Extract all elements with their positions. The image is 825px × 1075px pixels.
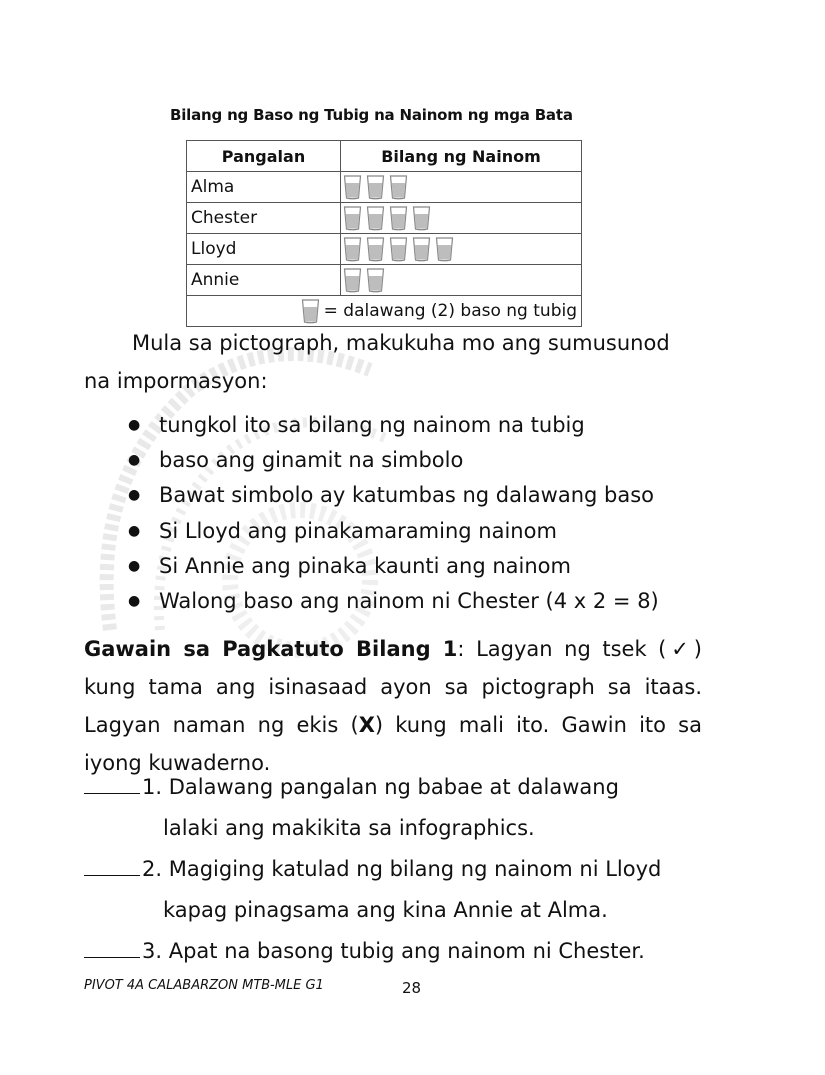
row-symbols bbox=[341, 265, 582, 296]
column-header-name: Pangalan bbox=[187, 141, 341, 172]
item-text: Apat na basong tubig ang nainom ni Chester. bbox=[168, 939, 645, 963]
table-row bbox=[187, 234, 582, 265]
bullet-icon: ● bbox=[128, 452, 141, 469]
glass-of-water-icon bbox=[366, 205, 385, 231]
glass-of-water-icon bbox=[412, 205, 431, 231]
item-number: 1. bbox=[142, 775, 163, 799]
activity-text-c: ) kung mali ito. Gawin ito sa iyong kuwaderno. bbox=[84, 713, 702, 775]
list-item bbox=[84, 408, 659, 443]
row-name: Lloyd bbox=[187, 234, 341, 265]
chart-title: Bilang ng Baso ng Tubig na Nainom ng mga Bata bbox=[170, 106, 573, 124]
list-item bbox=[84, 443, 659, 478]
intro-line-2: na impormasyon: bbox=[84, 369, 268, 393]
column-header-count: Bilang ng Nainom bbox=[341, 141, 582, 172]
question-item-2-cont: kapag pinagsama ang kina Annie at Alma. bbox=[163, 898, 608, 922]
key-text: = dalawang (2) baso ng tubig bbox=[323, 301, 577, 321]
row-symbols bbox=[341, 172, 582, 203]
key-cell bbox=[187, 296, 582, 327]
glass-of-water-icon bbox=[366, 267, 385, 293]
answer-blank[interactable] bbox=[84, 933, 140, 958]
glass-of-water-icon bbox=[366, 174, 385, 200]
facts-list bbox=[84, 408, 659, 619]
activity-text-b: ) kung tama ang isinasaad ayon sa pictograph sa itaas. Lagyan naman ng ekis ( bbox=[84, 637, 702, 737]
item-text: Magiging katulad ng bilang ng nainom ni Lloyd bbox=[168, 857, 662, 881]
x-mark-icon: X bbox=[358, 713, 375, 737]
footer-source: PIVOT 4A CALABARZON MTB-MLE G1 bbox=[84, 978, 324, 993]
list-item bbox=[84, 514, 659, 549]
glass-of-water-icon bbox=[366, 236, 385, 262]
activity-text-a: : Lagyan ng tsek ( bbox=[457, 637, 667, 661]
question-item-1 bbox=[84, 767, 619, 807]
question-item-3 bbox=[84, 931, 645, 971]
glass-of-water-icon bbox=[343, 267, 362, 293]
glass-of-water-icon bbox=[389, 205, 408, 231]
question-item-1-cont: lalaki ang makikita sa infographics. bbox=[163, 816, 535, 840]
activity-instructions bbox=[84, 630, 702, 782]
item-number: 3. bbox=[142, 939, 163, 963]
fact-text: Bawat simbolo ay katumbas ng dalawang baso bbox=[159, 483, 655, 508]
answer-blank[interactable] bbox=[84, 769, 140, 794]
answer-blank[interactable] bbox=[84, 851, 140, 876]
table-header-row bbox=[187, 141, 582, 172]
glass-of-water-icon bbox=[389, 174, 408, 200]
glass-of-water-icon bbox=[301, 298, 320, 324]
page-number: 28 bbox=[402, 979, 422, 997]
pictograph-table bbox=[186, 140, 582, 327]
fact-text: baso ang ginamit na simbolo bbox=[159, 448, 464, 473]
table-row bbox=[187, 265, 582, 296]
item-number: 2. bbox=[142, 857, 163, 881]
row-symbols bbox=[341, 234, 582, 265]
activity-title: Gawain sa Pagkatuto Bilang 1 bbox=[84, 637, 458, 661]
key-row bbox=[187, 296, 582, 327]
bullet-icon: ● bbox=[128, 592, 141, 609]
row-name: Chester bbox=[187, 203, 341, 234]
fact-text: tungkol ito sa bilang ng nainom na tubig bbox=[159, 413, 585, 437]
table-row bbox=[187, 203, 582, 234]
table-row bbox=[187, 172, 582, 203]
row-name: Annie bbox=[187, 265, 341, 296]
glass-of-water-icon bbox=[412, 236, 431, 262]
glass-of-water-icon bbox=[389, 236, 408, 262]
glass-of-water-icon bbox=[343, 174, 362, 200]
list-item bbox=[84, 549, 659, 584]
glass-of-water-icon bbox=[343, 236, 362, 262]
intro-line-1: Mula sa pictograph, makukuha mo ang sumusunod bbox=[132, 331, 670, 355]
list-item bbox=[84, 584, 659, 619]
glass-of-water-icon bbox=[343, 205, 362, 231]
bullet-icon: ● bbox=[128, 417, 141, 433]
question-item-2 bbox=[84, 849, 661, 889]
row-name: Alma bbox=[187, 172, 341, 203]
list-item bbox=[84, 478, 659, 513]
fact-text: Si Lloyd ang pinakamaraming nainom bbox=[159, 518, 557, 543]
bullet-icon: ● bbox=[128, 487, 141, 504]
glass-of-water-icon bbox=[435, 236, 454, 262]
bullet-icon: ● bbox=[128, 522, 141, 539]
item-text: Dalawang pangalan ng babae at dalawang bbox=[168, 775, 619, 799]
row-symbols bbox=[341, 203, 582, 234]
check-mark-icon: ✓ bbox=[666, 637, 694, 661]
fact-text: Si Annie ang pinaka kaunti ang nainom bbox=[159, 553, 571, 578]
fact-text: Walong baso ang nainom ni Chester (4 x 2 = 8) bbox=[159, 588, 659, 613]
bullet-icon: ● bbox=[128, 557, 141, 574]
